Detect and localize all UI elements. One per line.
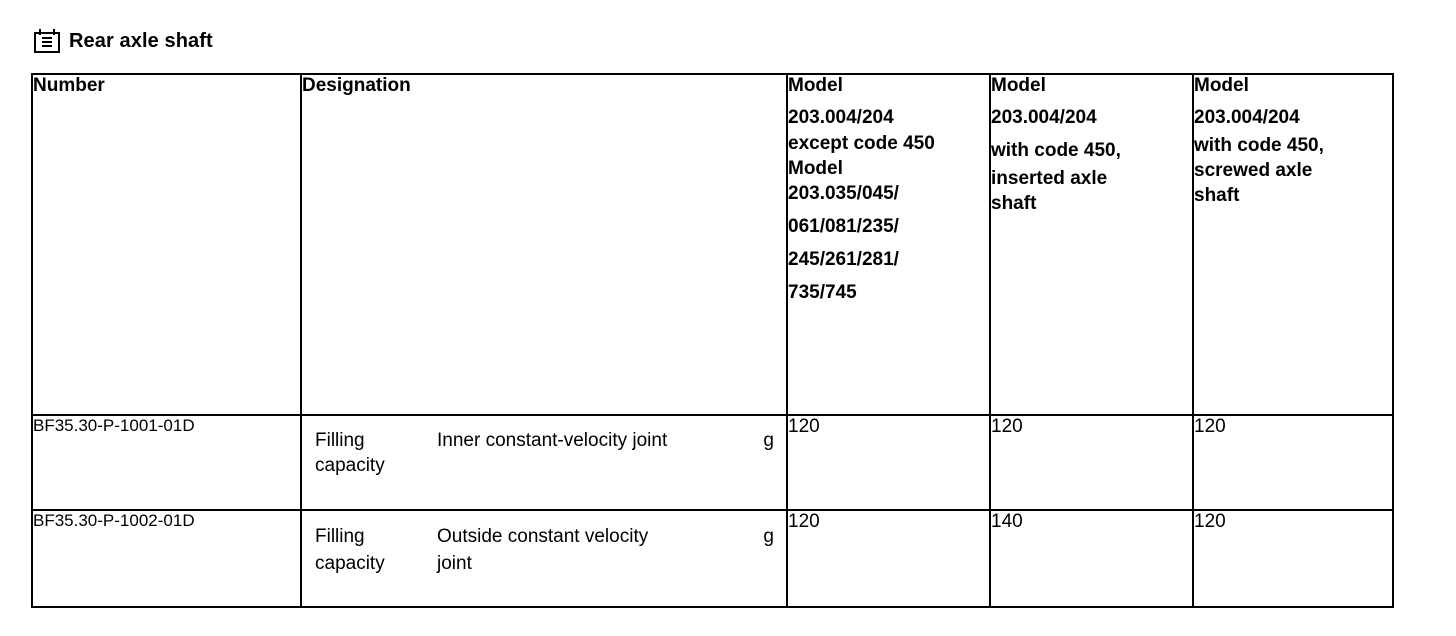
row-number: BF35.30-P-1002-01D [32, 510, 301, 607]
model-2-line: 203.004/204 [991, 107, 1097, 128]
column-header-model-2 [990, 74, 1193, 415]
model-2-line: shaft [991, 193, 1037, 214]
designation-unit: g [763, 526, 774, 547]
model-1-line: 203.035/045/ [788, 183, 899, 204]
column-header-model-1 [787, 74, 990, 415]
column-header-designation: Designation [301, 74, 787, 415]
model-3-line: with code 450, [1194, 135, 1324, 156]
designation-detail-line: Outside constant velocity [437, 526, 649, 547]
row-value-model-1: 120 [787, 510, 990, 607]
row-value-model-3: 120 [1193, 510, 1393, 607]
designation-detail [437, 428, 756, 478]
document-list-icon [32, 27, 62, 55]
row-designation [301, 510, 787, 607]
model-3-line: Model [1194, 75, 1249, 96]
page-header [32, 26, 213, 56]
model-1-line: Model [788, 158, 843, 179]
specification-table [31, 73, 1394, 608]
model-1-line: 203.004/204 [788, 107, 894, 128]
row-value-model-3: 120 [1193, 415, 1393, 510]
page-title: Rear axle shaft [69, 29, 213, 52]
row-value-model-2: 120 [990, 415, 1193, 510]
designation-main [315, 428, 437, 478]
designation-detail-line: joint [437, 553, 472, 574]
column-header-model-3 [1193, 74, 1393, 415]
row-designation [301, 415, 787, 510]
table-row [32, 415, 1393, 510]
row-value-model-1: 120 [787, 415, 990, 510]
designation-main [315, 523, 437, 577]
designation-detail [437, 523, 756, 577]
model-1-line: Model [788, 75, 843, 96]
designation-unit: g [763, 430, 774, 451]
model-2-line: with code 450, [991, 140, 1121, 161]
designation-main-line: capacity [315, 455, 385, 476]
model-1-line: 735/745 [788, 282, 857, 303]
model-1-line: 245/261/281/ [788, 249, 899, 270]
row-value-model-2: 140 [990, 510, 1193, 607]
table-header-row [32, 74, 1393, 415]
designation-main-line: capacity [315, 553, 385, 574]
model-3-line: shaft [1194, 185, 1240, 206]
model-3-line: 203.004/204 [1194, 107, 1300, 128]
designation-main-line: Filling [315, 526, 365, 547]
designation-main-line: Filling [315, 430, 365, 451]
model-2-line: inserted axle [991, 168, 1108, 189]
model-1-line: 061/081/235/ [788, 216, 899, 237]
column-header-number: Number [32, 74, 301, 415]
model-1-line: except code 450 [788, 133, 935, 154]
row-number: BF35.30-P-1001-01D [32, 415, 301, 510]
model-3-line: screwed axle [1194, 160, 1313, 181]
table-row [32, 510, 1393, 607]
model-2-line: Model [991, 75, 1046, 96]
designation-detail-line: Inner constant-velocity joint [437, 430, 668, 451]
